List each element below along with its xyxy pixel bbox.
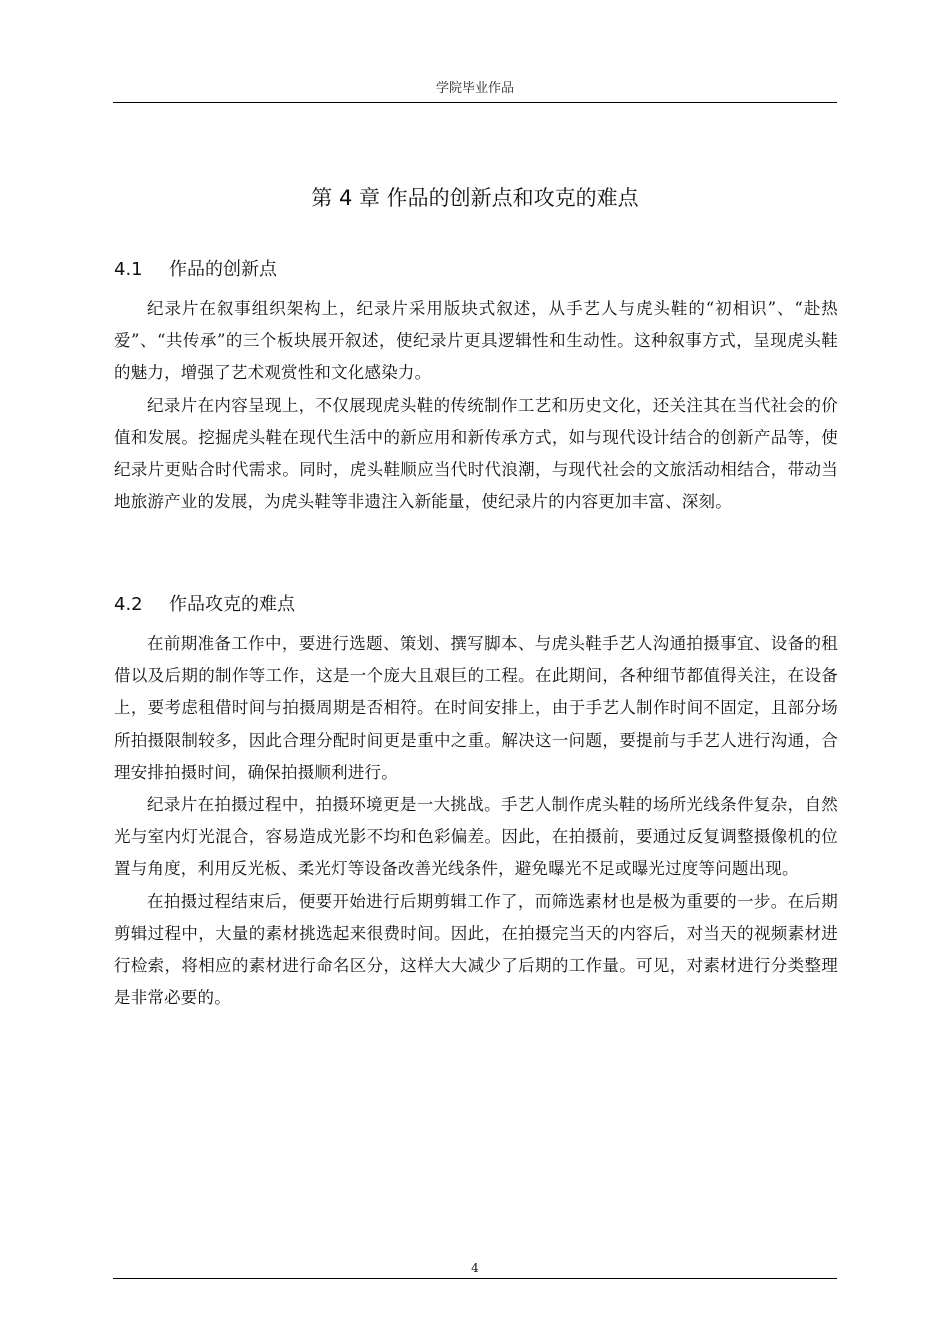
chapter-title: 第 4 章 作品的创新点和攻克的难点 bbox=[311, 186, 639, 210]
section-body-4-2 bbox=[114, 628, 838, 1014]
paragraph: 在前期准备工作中，要进行选题、策划、撰写脚本、与虎头鞋手艺人沟通拍摄事宜、设备的租借以及后期的制作等工作，这是一个庞大且艰巨的工程。在此期间，各种细节都值得关注，在设备上，要考虑租借时间与拍摄周期是否相符。在时间安排上，由于手艺人制作时间不固定，且部分场所拍摄限制较多，因此合理分配时间更是重中之重。解决这一问题，要提前与手艺人进行沟通，合理安排拍摄时间，确保拍摄顺利进行。 bbox=[114, 634, 838, 782]
paragraph: 纪录片在叙事组织架构上，纪录片采用版块式叙述，从手艺人与虎头鞋的“初相识”、“赴热爱”、“共传承”的三个板块展开叙述，使纪录片更具逻辑性和生动性。这种叙事方式，呈现虎头鞋的魅力，增强了艺术观赏性和文化感染力。 bbox=[114, 299, 838, 383]
paragraph: 纪录片在拍摄过程中，拍摄环境更是一大挑战。手艺人制作虎头鞋的场所光线条件复杂，自然光与室内灯光混合，容易造成光影不均和色彩偏差。因此，在拍摄前，要通过反复调整摄像机的位置与角度，利用反光板、柔光灯等设备改善光线条件，避免曝光不足或曝光过度等问题出现。 bbox=[114, 795, 838, 879]
paragraph: 在拍摄过程结束后，便要开始进行后期剪辑工作了，而筛选素材也是极为重要的一步。在后期剪辑过程中，大量的素材挑选起来很费时间。因此，在拍摄完当天的内容后，对当天的视频素材进行检索，将相应的素材进行命名区分，这样大大减少了后期的工作量。可见，对素材进行分类整理是非常必要的。 bbox=[114, 891, 838, 1008]
page-number: 4 bbox=[471, 1261, 479, 1275]
section-number: 4.1 bbox=[114, 259, 143, 280]
page-footer bbox=[113, 1258, 837, 1279]
section-title: 作品攻克的难点 bbox=[169, 594, 295, 615]
header-text: 学院毕业作品 bbox=[435, 81, 514, 96]
page-header bbox=[113, 78, 837, 103]
section-heading-4-2 bbox=[114, 592, 838, 618]
section-body-4-1 bbox=[114, 293, 838, 518]
section-number: 4.2 bbox=[114, 594, 143, 615]
section-title: 作品的创新点 bbox=[169, 259, 277, 280]
paragraph: 纪录片在内容呈现上，不仅展现虎头鞋的传统制作工艺和历史文化，还关注其在当代社会的价值和发展。挖掘虎头鞋在现代生活中的新应用和新传承方式，如与现代设计结合的创新产品等，使纪录片更贴合时代需求。同时，虎头鞋顺应当代时代浪潮，与现代社会的文旅活动相结合，带动当地旅游产业的发展，为虎头鞋等非遗注入新能量，使纪录片的内容更加丰富、深刻。 bbox=[114, 395, 838, 512]
section-heading-4-1 bbox=[114, 257, 838, 283]
